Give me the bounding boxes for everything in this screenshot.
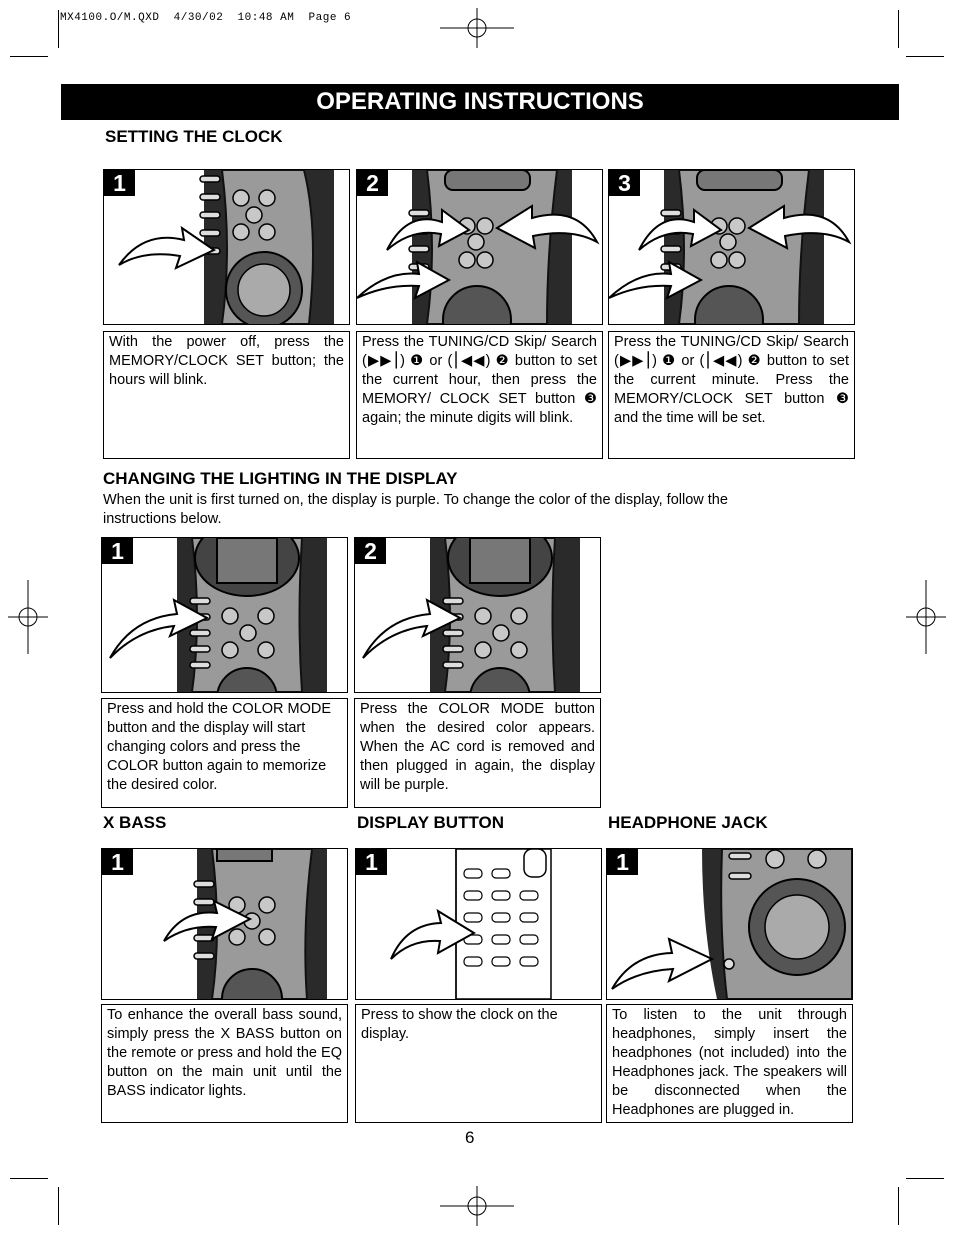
- section-heading-headphone-jack: HEADPHONE JACK: [608, 813, 768, 832]
- display-button-illustration: [355, 848, 602, 1000]
- clock-step-3-illustration: [608, 169, 855, 325]
- clock-step-2-text: Press the TUNING/CD Skip/ Search (▶▶⎮) ❶ or (⎮◀◀) ❷ button to set the current hour, then press the MEMORY/ CLOCK SET button ❸ again; the minute digits will blink.: [356, 331, 603, 459]
- headphone-jack-text: To listen to the unit through headphones, simply insert the headphones (not included) into the Headphones jack. The speakers will be disconnected when the Headphones are plugged in.: [606, 1004, 853, 1123]
- step-number: 2: [355, 538, 386, 564]
- step-number: 2: [357, 170, 388, 196]
- clock-step-2-illustration: [356, 169, 603, 325]
- step-number: 1: [104, 170, 135, 196]
- registration-mark-right: [906, 580, 946, 654]
- clock-step-1-text: With the power off, press the MEMORY/CLOCK SET button; the hours will blink.: [103, 331, 350, 459]
- registration-mark-left: [8, 580, 48, 654]
- file-slug: MX4100.O/M.QXD 4/30/02 10:48 AM Page 6: [60, 12, 352, 24]
- headphone-jack-illustration: [606, 848, 853, 1000]
- clock-step-1-illustration: [103, 169, 350, 325]
- section-heading-lighting: CHANGING THE LIGHTING IN THE DISPLAY: [103, 469, 458, 488]
- page-title-banner: OPERATING INSTRUCTIONS: [61, 84, 899, 120]
- lighting-step-2-illustration: [354, 537, 601, 693]
- registration-mark-bottom: [440, 1186, 514, 1226]
- section-heading-clock: SETTING THE CLOCK: [105, 127, 283, 146]
- clock-step-3-text: Press the TUNING/CD Skip/ Search (▶▶⎮) ❶ or (⎮◀◀) ❷ button to set the current minute. Press the MEMORY/CLOCK SET button ❸ and the time will be set.: [608, 331, 855, 459]
- step-number: 3: [609, 170, 640, 196]
- page-number: 6: [465, 1128, 475, 1147]
- step-number: 1: [607, 849, 638, 875]
- lighting-step-1-illustration: [101, 537, 348, 693]
- xbass-illustration: [101, 848, 348, 1000]
- xbass-text: To enhance the overall bass sound, simply press the X BASS button on the remote or press and hold the EQ button on the main unit until the BASS indicator lights.: [101, 1004, 348, 1123]
- lighting-step-2-text: Press the COLOR MODE button when the desired color appears. When the AC cord is removed and then plugged in again, the display will be purple.: [354, 698, 601, 808]
- lighting-step-1-text: Press and hold the COLOR MODE button and the display will start changing colors and press the COLOR button again to memorize the desired color.: [101, 698, 348, 808]
- step-number: 1: [102, 849, 133, 875]
- section-heading-xbass: X BASS: [103, 813, 167, 832]
- step-number: 1: [356, 849, 387, 875]
- registration-mark-top: [440, 8, 514, 48]
- section-heading-display-button: DISPLAY BUTTON: [357, 813, 505, 832]
- display-button-text: Press to show the clock on the display.: [355, 1004, 602, 1123]
- lighting-intro: When the unit is first turned on, the display is purple. To change the color of the display, follow the instructions below.: [103, 492, 728, 527]
- step-number: 1: [102, 538, 133, 564]
